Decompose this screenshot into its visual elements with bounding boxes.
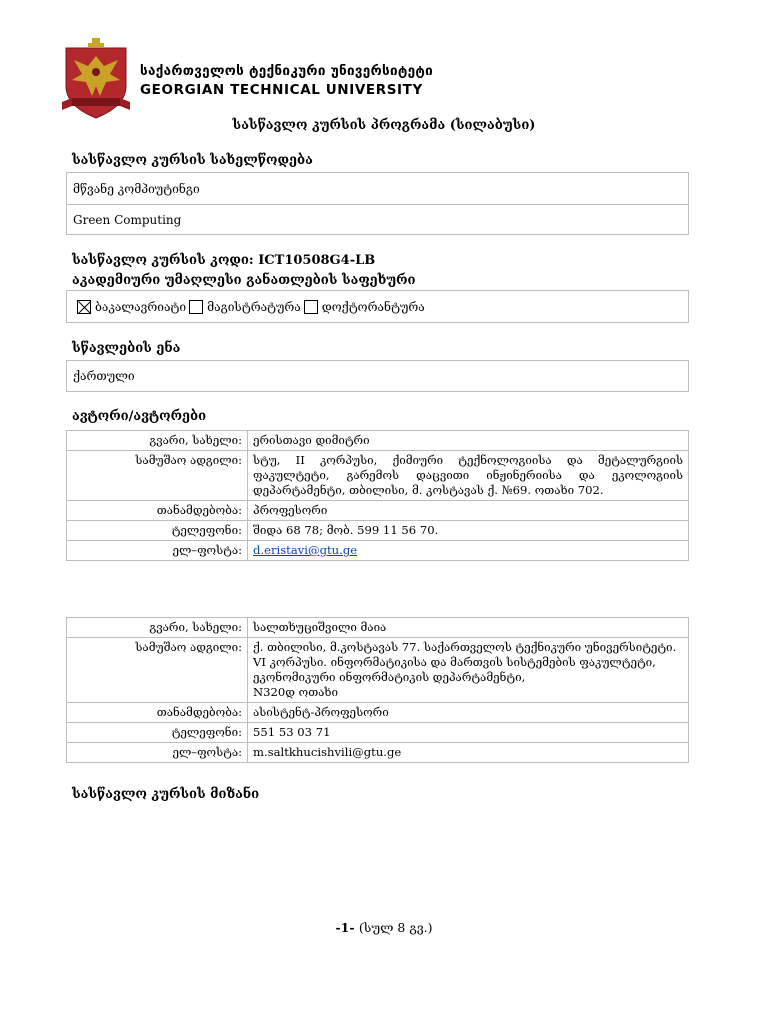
page-footer — [0, 920, 768, 935]
table-row — [67, 703, 689, 723]
degree-option-doctorate[interactable] — [304, 300, 425, 314]
workplace-line: N320დ ოთახი — [253, 685, 339, 699]
course-name-ka: მწვანე კომპიუტინგი — [73, 181, 200, 196]
course-name-box — [66, 172, 689, 235]
email-label: ელ–ფოსტა: — [67, 541, 248, 561]
degree-option-label: მაგისტრატურა — [207, 299, 301, 314]
university-name-en: GEORGIAN TECHNICAL UNIVERSITY — [140, 82, 423, 98]
author-email-link[interactable]: d.eristavi@gtu.ge — [253, 543, 358, 557]
email-label: ელ–ფოსტა: — [67, 743, 248, 763]
degree-option-label: ბაკალავრიატი — [95, 299, 187, 314]
checkbox-empty-icon[interactable] — [304, 300, 318, 314]
table-row — [67, 431, 689, 451]
author-position: ასისტენტ-პროფესორი — [248, 703, 689, 723]
table-row — [67, 743, 689, 763]
language-heading: სწავლების ენა — [72, 341, 181, 356]
university-logo — [62, 36, 130, 120]
author-table-1 — [66, 430, 689, 561]
author-position: პროფესორი — [248, 501, 689, 521]
page-total: (სულ 8 გვ.) — [358, 920, 433, 935]
workplace-line: ეკონომიკური ინფორმატიკის დეპარტამენტი, — [253, 670, 526, 684]
course-name-heading: სასწავლო კურსის სახელწოდება — [72, 153, 313, 168]
table-row — [67, 501, 689, 521]
document-title: სასწავლო კურსის პროგრამა (სილაბუსი) — [232, 118, 536, 133]
language-value: ქართული — [73, 369, 135, 383]
table-row — [67, 541, 689, 561]
course-goal-heading: სასწავლო კურსის მიზანი — [72, 787, 260, 802]
course-name-en: Green Computing — [67, 204, 688, 234]
university-name-ka: საქართველოს ტექნიკური უნივერსიტეტი — [140, 63, 434, 79]
position-label: თანამდებობა: — [67, 703, 248, 723]
page-number: -1- — [335, 920, 355, 935]
degree-option-label: დოქტორანტურა — [321, 299, 425, 314]
workplace-label: სამუშაო ადგილი: — [67, 638, 248, 703]
workplace-label: სამუშაო ადგილი: — [67, 451, 248, 501]
checkbox-checked-icon[interactable] — [77, 300, 91, 314]
workplace-line: ქ. თბილისი, მ.კოსტავას 77. საქართველოს ტექნიკური უნივერსიტეტი. — [253, 640, 677, 654]
degree-heading: აკადემიური უმაღლესი განათლების საფეხური — [72, 273, 416, 288]
workplace-line: VI კორპუსი. ინფორმატიკისა და მართვის სისტემების ფაკულტეტი, — [253, 655, 656, 669]
table-row — [67, 451, 689, 501]
author-workplace — [248, 638, 689, 703]
author-phone: შიდა 68 78; მობ. 599 11 56 70. — [248, 521, 689, 541]
name-label: გვარი, სახელი: — [67, 618, 248, 638]
degree-option-master[interactable] — [189, 300, 301, 314]
author-email: m.saltkhucishvili@gtu.ge — [248, 743, 689, 763]
table-row — [67, 723, 689, 743]
language-box — [66, 360, 689, 392]
phone-label: ტელეფონი: — [67, 521, 248, 541]
table-row — [67, 618, 689, 638]
authors-heading: ავტორი/ავტორები — [72, 409, 207, 424]
author-name: სალთხუციშვილი მაია — [248, 618, 689, 638]
name-label: გვარი, სახელი: — [67, 431, 248, 451]
position-label: თანამდებობა: — [67, 501, 248, 521]
degree-box — [66, 290, 689, 323]
course-code: სასწავლო კურსის კოდი: ICT10508G4-LB — [72, 253, 376, 268]
phone-label: ტელეფონი: — [67, 723, 248, 743]
author-phone: 551 53 03 71 — [248, 723, 689, 743]
checkbox-empty-icon[interactable] — [189, 300, 203, 314]
degree-option-bachelor[interactable] — [77, 300, 186, 314]
table-row — [67, 638, 689, 703]
author-name: ერისთავი დიმიტრი — [248, 431, 689, 451]
author-table-2 — [66, 617, 689, 763]
table-row — [67, 521, 689, 541]
author-workplace: სტუ, II კორპუსი, ქიმიური ტექნოლოგიისა და მეტალურგიის ფაკულტეტი, გარემოს დაცვითი ინჟინერიისა და ეკოლოგიის დეპარტამენტი, თბილისი, მ. კოსტავას ქ. №69. ოთახი 702. — [248, 451, 689, 501]
